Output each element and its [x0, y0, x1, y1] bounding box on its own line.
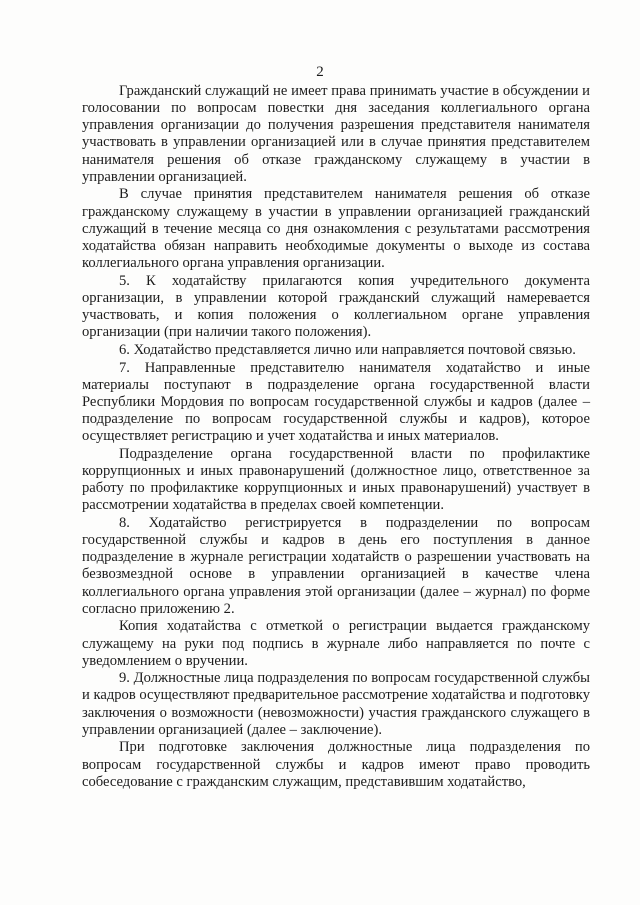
paragraph-participation-restriction: Гражданский служащий не имеет права принимать участие в обсуждении и голосовании по вопросам повестки дня заседания коллегиального органа управления организации до получения разрешения представителя нанимателя участвовать в управлении организацией или в случае принятия представителем нанимателя решения об отказе гражданскому служащему в участии в управлении организацией. — [82, 83, 590, 185]
paragraph-copy-issue: Копия ходатайства с отметкой о регистрации выдается гражданскому служащему на руки под подпись в журнале либо направляется по почте с уведомлением о вручении. — [82, 618, 590, 669]
paragraph-interview-right: При подготовке заключения должностные лица подразделения по вопросам государственной службы и кадров имеют право проводить собеседование с гражданским служащим, представившим ходатайство, — [82, 739, 590, 790]
paragraph-item-9: 9. Должностные лица подразделения по вопросам государственной службы и кадров осуществляют предварительное рассмотрение ходатайства и подготовку заключения о возможности (невозможности) участия гражданского служащего в управлении организацией (далее – заключение). — [82, 670, 590, 738]
paragraph-item-8: 8. Ходатайство регистрируется в подразделении по вопросам государственной службы и кадров в день его поступления в данное подразделение в журнале регистрации ходатайств о разрешении участвовать на безвозмездной основе в управлении организацией в качестве члена коллегиального органа управления этой организации (далее – журнал) по форме согласно приложению 2. — [82, 514, 590, 617]
paragraph-item-7: 7. Направленные представителю нанимателя ходатайство и иные материалы поступают в подразделение органа государственной власти Республики Мордовия по вопросам государственной службы и кадров (далее – подразделение по вопросам государственной службы и кадров), которое осуществляет регистрацию и учет ходатайства и иных материалов. — [82, 359, 590, 445]
paragraph-item-6: 6. Ходатайство представляется лично или направляется почтовой связью. — [119, 341, 576, 358]
document-body — [82, 83, 590, 791]
paragraph-refusal-exit: В случае принятия представителем нанимателя решения об отказе гражданскому служащему в участии в управлении организацией гражданский служащий в течение месяца со дня ознакомления с результатами рассмотрения ходатайства обязан направить необходимые документы о выходе из состава коллегиального органа управления организации. — [82, 186, 590, 272]
page-number: 2 — [316, 64, 324, 80]
paragraph-anticorruption-unit: Подразделение органа государственной власти по профилактике коррупционных и иных правонарушений (должностное лицо, ответственное за работу по профилактике коррупционных и иных правонарушений) участвует в рассмотрении ходатайства в пределах своей компетенции. — [82, 445, 590, 514]
paragraph-item-5: 5. К ходатайству прилагаются копия учредительного документа организации, в управлении которой гражданский служащий намеревается участвовать, и копия положения о коллегиальном органе управления организации (при наличии такого положения). — [82, 272, 590, 341]
